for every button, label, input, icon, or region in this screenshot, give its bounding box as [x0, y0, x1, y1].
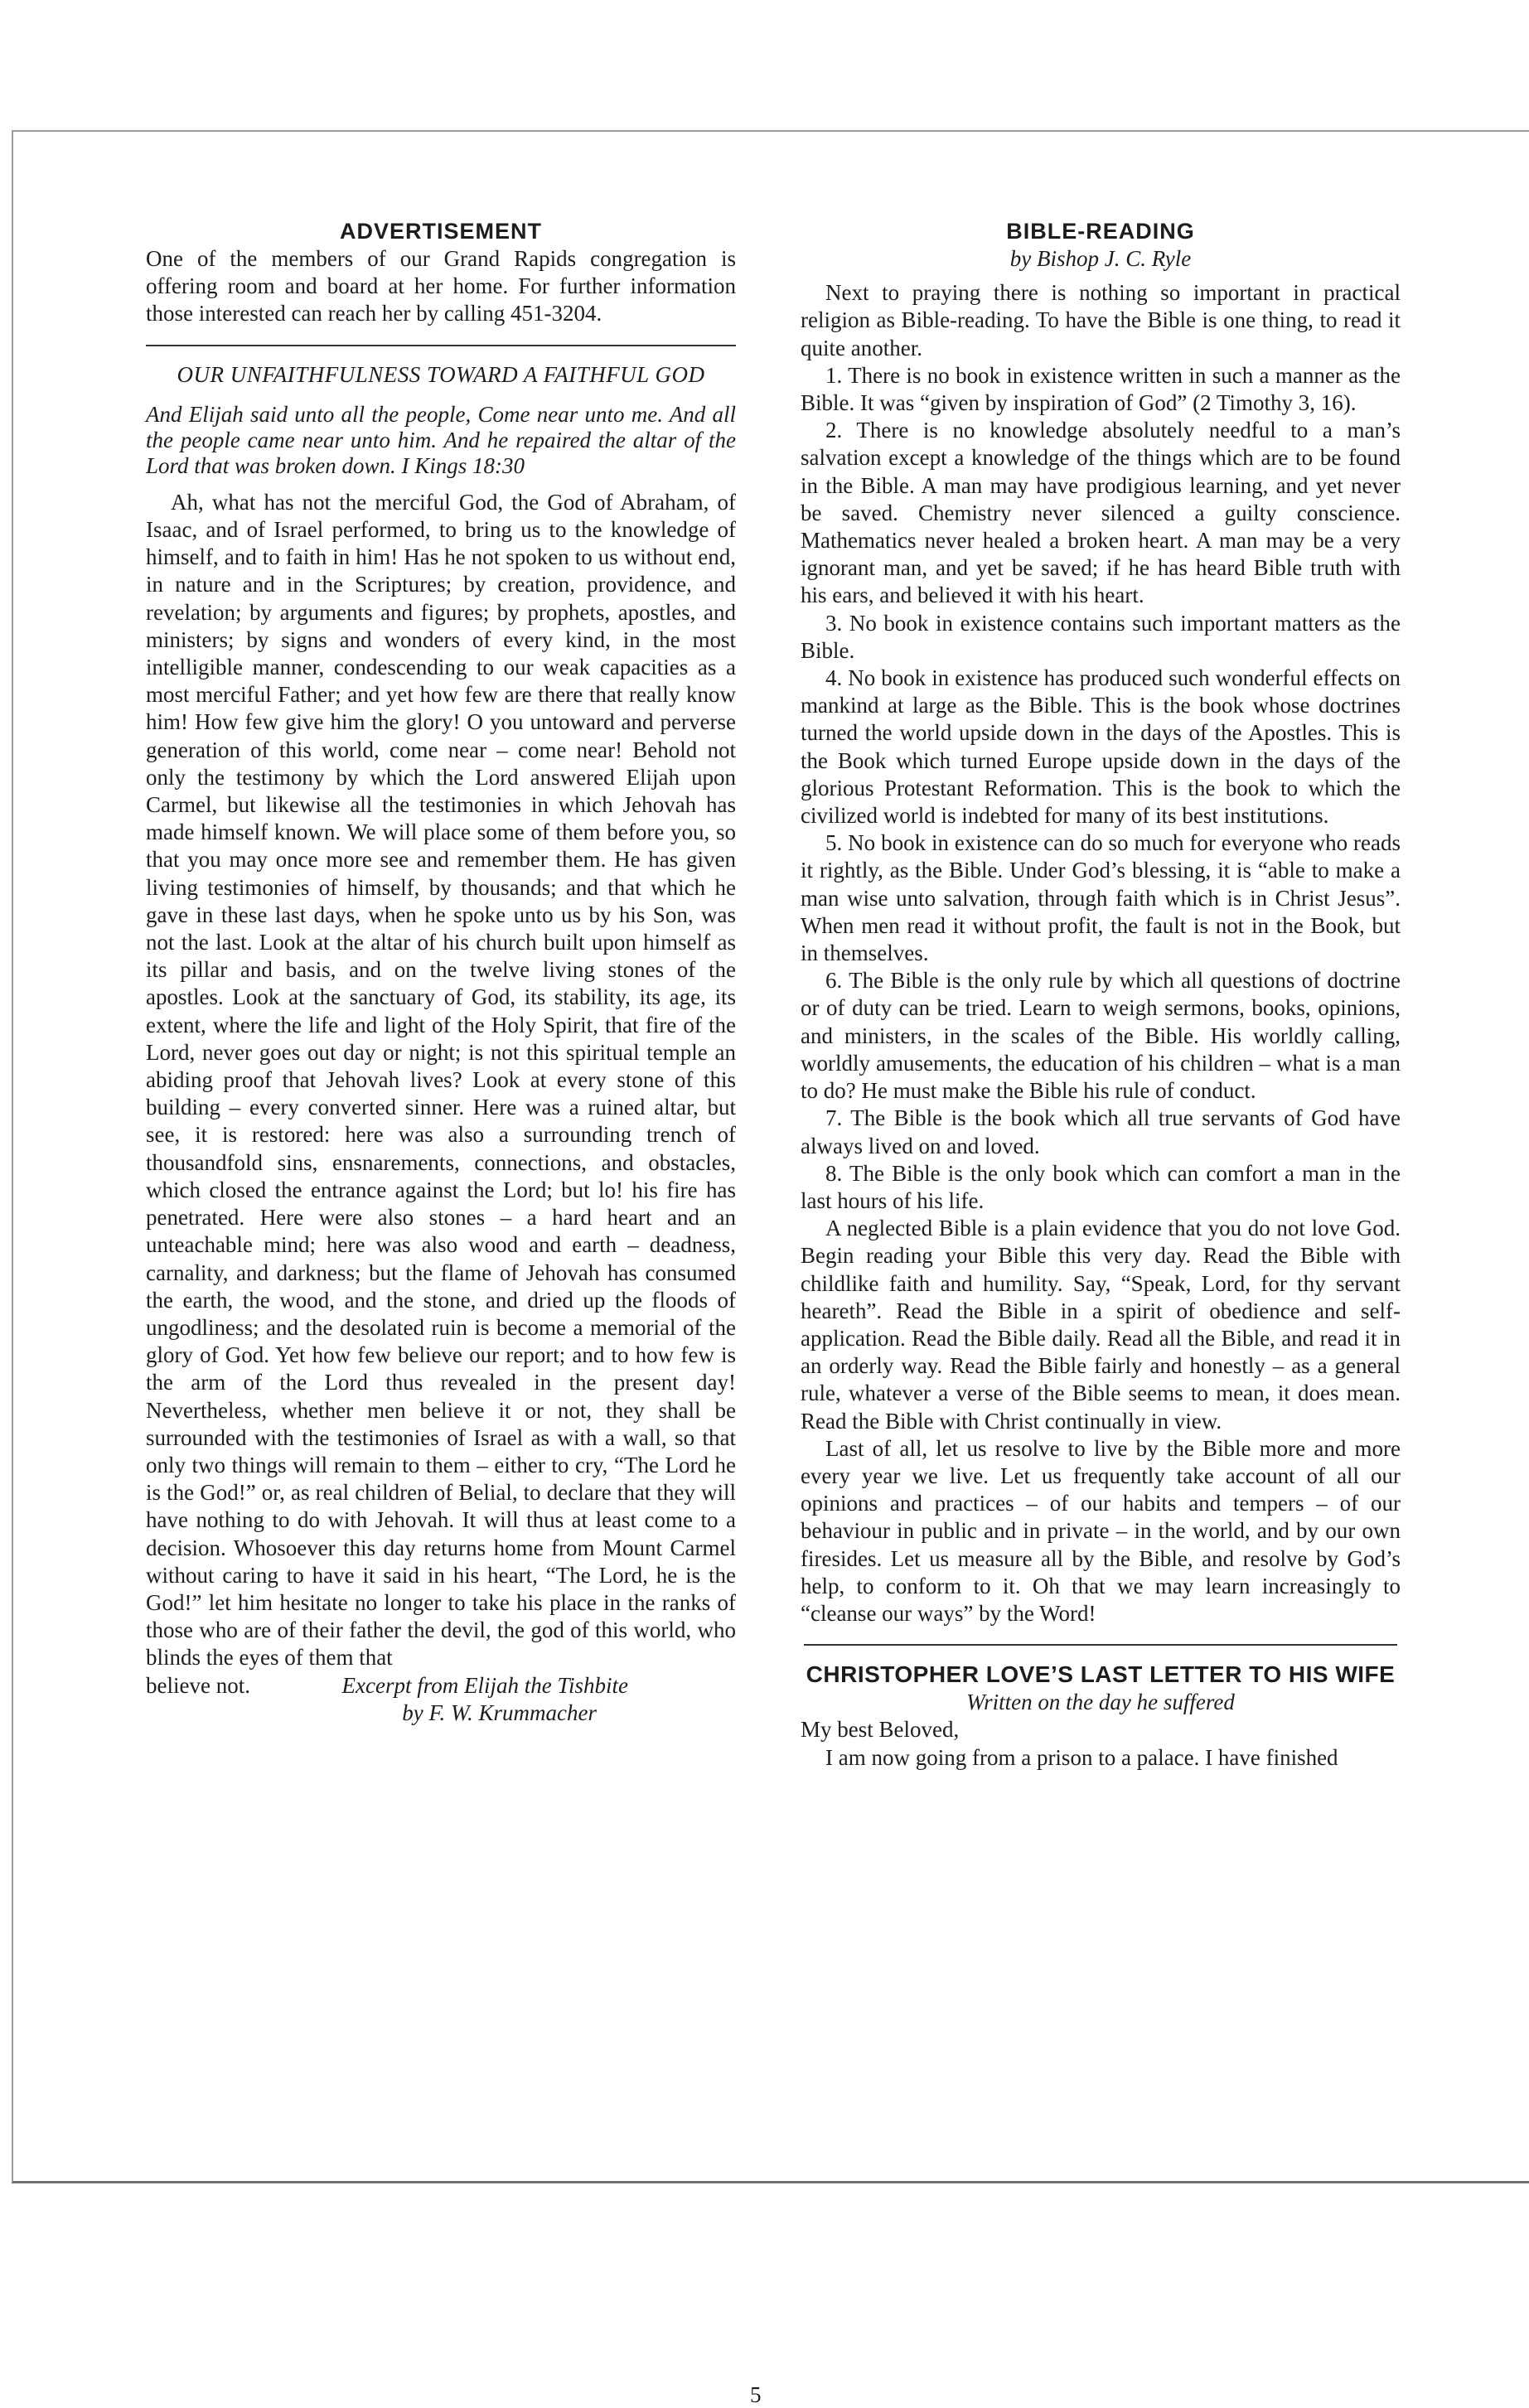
letter-start: I am now going from a prison to a palace. I have finished [825, 1744, 1338, 1770]
byline: by Bishop J. C. Ryle [1009, 246, 1192, 271]
divider [146, 345, 736, 346]
advertisement-heading: ADVERTISEMENT [339, 219, 543, 244]
paragraph: A neglected Bible is a plain evidence that you do not love God. Begin reading your Bible this very day. Read the Bible with childlike faith and humility. Say, “Speak, Lord, for thy servant heareth”. Read the Bible in a spirit of obedience and self-application. Read the Bible daily. Read all the Bible, and read it in an orderly way. Read the Bible fairly and honestly – as a general rule, whatever a verse of the Bible seems to mean, it does mean. Read the Bible with Christ continually in view. [801, 1216, 1401, 1434]
credit-source: Excerpt from Elijah the Tishbite [341, 1672, 628, 1698]
credit-author: by F. W. Krummacher [402, 1700, 597, 1725]
paragraph: 3. No book in existence contains such important matters as the Bible. [801, 610, 1401, 663]
salutation: My best Beloved, [801, 1717, 960, 1743]
advertisement-text: One of the members of our Grand Rapids congregation is offering room and board at her home. For further information those interested can reach her by calling 451-3204. [146, 246, 736, 326]
paragraph: 4. No book in existence has produced such wonderful effects on mankind at large as the Bible. This is the book whose doctrines turned the world upside down in the days of the Apostles. This is the Book which turned Europe upside down in the days of the glorious Protestant Reformation. This is the book to which the civilized world is indebted for many of its best institutions. [801, 665, 1401, 829]
paragraph: 1. There is no book in existence written in such a manner as the Bible. It was “given by inspiration of God” (2 Timothy 3, 16). [801, 362, 1401, 416]
scripture-quote: And Elijah said unto all the people, Come near unto me. And all the people came near unto him. And he repaired the altar of the Lord that was broken down. I Kings 18:30 [146, 401, 736, 478]
divider [804, 1644, 1397, 1646]
page-number: 5 [750, 2382, 762, 2407]
love-letter-subtitle: Written on the day he suffered [966, 1690, 1235, 1715]
paragraph: 8. The Bible is the only book which can comfort a man in the last hours of his life. [801, 1160, 1401, 1213]
right-column [801, 217, 1401, 1772]
paragraph: Last of all, let us resolve to live by the Bible more and more every year we live. Let us frequently take account of all our opinions and practices – of our habits and tempers – of our behaviour in public and in private – in the world, and by our own firesides. Let us measure all by the Bible, and resolve by God’s help, to conform to it. Oh that we may learn increasingly to “cleanse our ways” by the Word! [801, 1435, 1401, 1626]
paragraph: 7. The Bible is the book which all true servants of God have always lived on and loved. [801, 1105, 1401, 1158]
paragraph: 2. There is no knowledge absolutely needful to a man’s salvation except a knowledge of the things which are to be found in the Bible. A man may have prodigious learning, and yet never be saved. Chemistry never silenced a guilty conscience. Mathematics never healed a broken heart. A man may be a very ignorant man, and yet be saved; if he has heard Bible truth with his ears, and believed it with his heart. [801, 418, 1401, 608]
left-column [146, 217, 736, 1727]
article-title: OUR UNFAITHFULNESS TOWARD A FAITHFUL GOD [177, 361, 705, 387]
credit-row [146, 1672, 736, 1700]
paragraph: 5. No book in existence can do so much for everyone who reads it rightly, as the Bible. Under God’s blessing, it is “able to make a man wise unto salvation, through faith which is in Christ Jesus”. When men read it without profit, the fault is not in the Book, but in themselves. [801, 830, 1401, 966]
paragraph: Next to praying there is nothing so important in practical religion as Bible-reading. To have the Bible is one thing, to read it quite another. [801, 280, 1401, 360]
article-body: Ah, what has not the merciful God, the God of Abraham, of Isaac, and of Israel performed, to bring us to the knowledge of himself, and to faith in him! Has he not spoken to us without end, in nature and in the Scriptures; by creation, providence, and revelation; by arguments and figures; by prophets, apostles, and ministers; by signs and wonders of every kind, in the most intelligible manner, condescending to our weak capacities as a most merciful Father; and yet how few are there that really know him! How few give him the glory! O you untoward and perverse generation of this world, come near – come near! Behold not only the testimony by which the Lord answered Elijah upon Carmel, but likewise all the testimonies in which Jehovah has made himself known. We will place some of them before you, so that you may once more see and remember them. He has given living testimonies of himself, by thousands; and that which he gave in these last days, when he spoke unto us by his Son, was not the last. Look at the altar of his church built upon himself as its pillar and basis, and on the twelve living stones of the apostles. Look at the sanctuary of God, its stability, its age, its extent, where the life and light of the Holy Spirit, that fire of the Lord, never goes out day or night; is not this spiritual temple an abiding proof that Jehovah lives? Look at every stone of this building – every converted sinner. Here was a ruined altar, but see, it is restored: here was also a surrounding trench of thousandfold sins, ensnarements, connections, and obstacles, which closed the entrance against the Lord; but lo! his fire has penetrated. Here were also stones – a hard heart and an unteachable mind; here was also wood and earth – deadness, carnality, and darkness; but the flame of Jehovah has consumed the earth, the wood, and the stone, and dried up the floods of ungodliness; and the desolated ruin is become a memorial of the glory of God. Yet how few believe our report; and to how few is the arm of the Lord thus revealed in the present day! Nevertheless, whether men believe it or not, they shall be surrounded with the testimonies of Israel as with a wall, so that only two things will remain to them – either to cry, “The Lord he is the God!” or, as real children of Belial, to declare that they will have nothing to do with Jehovah. It will thus at least come to a decision. Whosoever this day returns home from Mount Carmel without caring to have it said in his heart, “The Lord, he is the God!” let him hesitate no longer to take his place in the ranks of those who are of their father the devil, the god of this world, who blinds the eyes of them that [146, 489, 736, 1671]
bible-reading-heading: BIBLE-READING [1006, 219, 1195, 244]
article-body-end: believe not. [146, 1672, 250, 1698]
love-letter-heading: CHRISTOPHER LOVE’S LAST LETTER TO HIS WIFE [806, 1661, 1396, 1688]
paragraph: 6. The Bible is the only rule by which all questions of doctrine or of duty can be tried. Learn to weigh sermons, books, opinions, and ministers, in the scales of the Bible. His worldly calling, worldly amusements, the education of his children – what is a man to do? He must make the Bible his rule of conduct. [801, 968, 1401, 1104]
